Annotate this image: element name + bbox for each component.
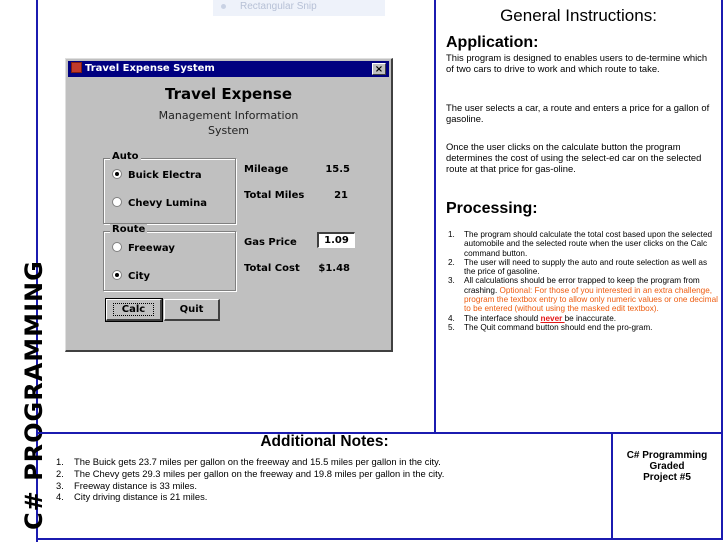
list-item <box>446 314 718 323</box>
subheading-line-2: System <box>207 124 250 137</box>
window-title: Travel Expense System <box>85 63 215 74</box>
general-instructions-panel <box>434 0 723 432</box>
radio-unselected-icon <box>112 197 122 207</box>
item-text: The Quit command button should end the pro-gram. <box>464 322 653 332</box>
subheading-line-1: Management Information <box>158 109 299 122</box>
route-group-legend: Route <box>112 224 146 235</box>
radio-chevy-lumina[interactable] <box>112 197 207 209</box>
notes-title: Additional Notes: <box>260 433 389 450</box>
notes-list <box>56 456 444 503</box>
banner-title: C# PROGRAMMING <box>20 260 48 530</box>
calc-button-label: Calc <box>113 303 154 316</box>
gas-price-label: Gas Price <box>244 237 297 248</box>
snip-hint-label: Rectangular Snip <box>240 1 317 12</box>
form-heading: Travel Expense <box>164 85 293 103</box>
item-text: The program should calculate the total cost based upon the selected automobile and the selected route when the user clicks on the Calc command button. <box>464 230 713 258</box>
project-line-1: C# Programming <box>626 450 708 461</box>
list-item <box>446 276 718 313</box>
radio-label: City <box>128 271 151 282</box>
list-item <box>56 456 444 468</box>
item-text: City driving distance is 21 miles. <box>74 491 208 503</box>
total-miles-value: 21 <box>334 190 348 201</box>
radio-buick-electra[interactable] <box>112 169 202 181</box>
auto-group-legend: Auto <box>112 151 139 162</box>
application-heading: Application: <box>446 34 539 51</box>
item-text: The user will need to supply the auto and route selection as well as the price of gasoline. <box>464 257 708 277</box>
list-item <box>446 258 718 277</box>
mileage-value: 15.5 <box>325 164 350 175</box>
auto-groupbox <box>103 151 236 224</box>
radio-selected-icon <box>112 169 122 179</box>
item-number: 4. <box>56 491 64 503</box>
item-text: All calculations should be error trapped to keep the program from crashing. <box>464 276 700 295</box>
radio-label: Chevy Lumina <box>128 198 207 209</box>
item-number: 2. <box>56 467 64 479</box>
travel-expense-window <box>65 58 393 352</box>
item-number: 1. <box>448 230 455 239</box>
item-text: The interface should <box>464 313 541 323</box>
application-paragraph-2: The user selects a car, a route and enters a price for a gallon of gasoline. <box>446 102 710 124</box>
item-text: The Chevy gets 29.3 miles per gallon on the freeway and 19.8 miles per gallon in the city. <box>74 467 445 479</box>
item-number: 4. <box>448 313 455 323</box>
processing-list <box>446 230 718 332</box>
processing-heading: Processing: <box>446 200 538 217</box>
optional-challenge-text: Optional: For those of you interested in an extra challenge, program the textbox entry to allow only numeric values or one decimal to be entered (without using the masked edit textbox). <box>464 285 718 314</box>
item-text: Freeway distance is 33 miles. <box>74 479 197 491</box>
project-line-3: Project #5 <box>643 472 691 483</box>
quit-button[interactable]: Quit <box>164 299 220 321</box>
calc-button[interactable] <box>106 299 162 321</box>
item-number: 3. <box>448 276 455 286</box>
item-number: 5. <box>448 322 455 332</box>
list-item <box>56 468 444 480</box>
radio-selected-icon <box>112 270 122 280</box>
instructions-title: General Instructions: <box>500 6 657 25</box>
app-icon <box>71 62 82 73</box>
item-number: 3. <box>56 479 64 491</box>
radio-unselected-icon <box>112 242 122 252</box>
radio-dot-icon <box>221 4 226 9</box>
emphasis-never: never <box>540 313 565 323</box>
list-item <box>56 491 444 503</box>
radio-label: Buick Electra <box>128 170 202 181</box>
project-label-box <box>611 432 723 540</box>
radio-label: Freeway <box>128 243 175 254</box>
item-number: 2. <box>448 257 455 267</box>
list-item <box>446 230 718 258</box>
item-text: The Buick gets 23.7 miles per gallon on the freeway and 15.5 miles per gallon in the city. <box>74 456 441 467</box>
item-text: be inaccurate. <box>564 313 617 323</box>
snip-mode-hint <box>213 0 385 16</box>
total-cost-value: $1.48 <box>318 263 350 274</box>
project-line-2: Graded <box>649 461 685 472</box>
list-item <box>446 323 718 332</box>
gas-price-input[interactable]: 1.09 <box>317 232 355 248</box>
total-miles-label: Total Miles <box>244 190 305 201</box>
radio-freeway[interactable] <box>112 242 175 254</box>
close-button[interactable]: × <box>372 63 386 75</box>
side-banner <box>0 0 48 542</box>
window-titlebar[interactable] <box>68 61 389 77</box>
total-cost-label: Total Cost <box>244 263 300 274</box>
application-paragraph-3: Once the user clicks on the calculate button the program determines the cost of using the select-ed car on the selected route at that price for gas-oline. <box>446 141 702 174</box>
application-paragraph-1: This program is designed to enables users to de-termine which of two cars to drive to work and which route to take. <box>446 52 708 74</box>
item-number: 1. <box>56 456 64 467</box>
list-item <box>56 480 444 492</box>
additional-notes-panel <box>38 432 611 540</box>
form-subheading <box>66 108 391 138</box>
mileage-label: Mileage <box>244 164 289 175</box>
radio-city[interactable] <box>112 270 150 282</box>
route-groupbox <box>103 224 236 291</box>
